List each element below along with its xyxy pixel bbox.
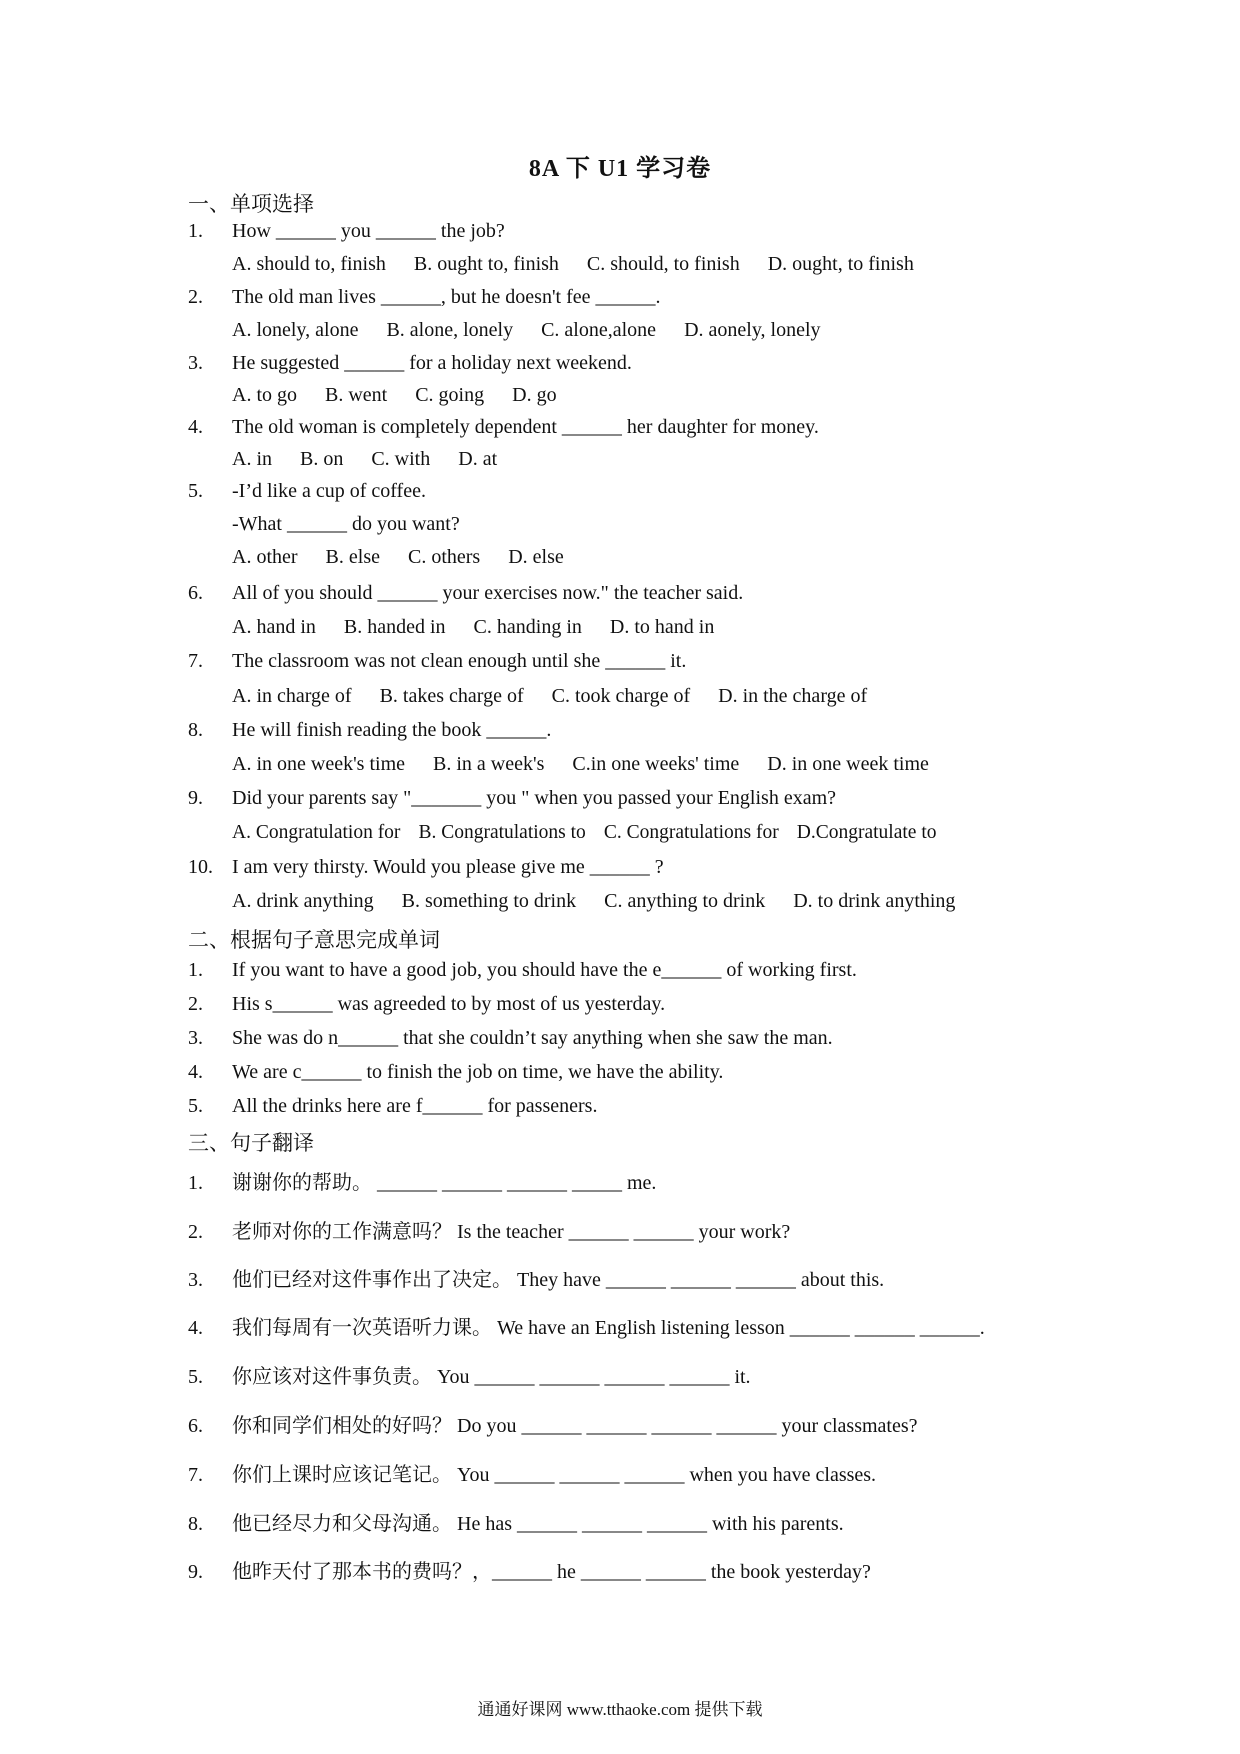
question-1-7: 7. The classroom was not clean enough until she ______ it.: [188, 650, 687, 672]
page-footer: 通通好课网 www.tthaoke.com 提供下载: [477, 1700, 763, 1719]
question-1-2: 2. The old man lives ______, but he doesn't fee ______.: [188, 286, 661, 308]
question-1-6: 6. All of you should ______ your exercises now." the teacher said.: [188, 582, 744, 604]
question-3-6: 6. 你和同学们相处的好吗？ Do you ______ ______ ______ ______ your classmates?: [188, 1415, 918, 1437]
question-1-4: 4. The old woman is completely dependent ______ her daughter for money.: [188, 416, 819, 438]
question-2-3: 3. She was do n______ that she couldn’t say anything when she saw the man.: [188, 1027, 833, 1049]
options-1-4: A. in B. on C. with D. at: [232, 448, 498, 470]
question-2-2: 2. His s______ was agreeded to by most of us yesterday.: [188, 993, 666, 1015]
section-heading-1: 一、单项选择: [188, 192, 314, 216]
question-3-5: 5. 你应该对这件事负责。 You ______ ______ ______ ______ it.: [188, 1366, 751, 1388]
question-3-7: 7. 你们上课时应该记笔记。 You ______ ______ ______ when you have classes.: [188, 1464, 877, 1486]
question-3-2: 2. 老师对你的工作满意吗？ Is the teacher ______ ______ your work?: [188, 1221, 791, 1243]
question-1-5-line-2: -What ______ do you want?: [232, 513, 460, 535]
question-1-10: 10. I am very thirsty. Would you please give me ______ ?: [188, 856, 664, 878]
options-1-8: A. in one week's time B. in a week's C.in one weeks' time D. in one week time: [232, 753, 929, 775]
question-2-4: 4. We are c______ to finish the job on time, we have the ability.: [188, 1061, 724, 1083]
options-1-6: A. hand in B. handed in C. handing in D. to hand in: [232, 616, 715, 638]
section-heading-3: 三、句子翻译: [188, 1131, 314, 1155]
question-3-4: 4. 我们每周有一次英语听力课。 We have an English listening lesson ______ ______ ______.: [188, 1317, 985, 1339]
options-1-7: A. in charge of B. takes charge of C. took charge of D. in the charge of: [232, 685, 868, 707]
question-1-9: 9. Did your parents say "_______ you " when you passed your English exam?: [188, 787, 837, 809]
question-1-8: 8. He will finish reading the book ______.: [188, 719, 552, 741]
options-1-5: A. other B. else C. others D. else: [232, 546, 564, 568]
question-1-5: 5. -I’d like a cup of coffee.: [188, 480, 426, 502]
question-2-1: 1. If you want to have a good job, you should have the e______ of working first.: [188, 959, 857, 981]
question-3-3: 3. 他们已经对这件事作出了决定。 They have ______ ______ ______ about this.: [188, 1269, 885, 1291]
options-1-1: A. should to, finish B. ought to, finish C. should, to finish D. ought, to finish: [232, 253, 914, 275]
options-1-3: A. to go B. went C. going D. go: [232, 384, 557, 406]
question-1-1: 1. How ______ you ______ the job?: [188, 220, 505, 242]
question-3-1: 1. 谢谢你的帮助。 ______ ______ ______ _____ me.: [188, 1172, 657, 1194]
question-3-9: 9. 他昨天付了那本书的费吗？，______ he ______ ______ the book yesterday?: [188, 1561, 871, 1583]
options-1-10: A. drink anything B. something to drink C. anything to drink D. to drink anything: [232, 890, 956, 912]
question-1-3: 3. He suggested ______ for a holiday next weekend.: [188, 352, 632, 374]
section-heading-2: 二、根据句子意思完成单词: [188, 928, 440, 952]
options-1-2: A. lonely, alone B. alone, lonely C. alone,alone D. aonely, lonely: [232, 319, 821, 341]
page-title: 8A 下 U1 学习卷: [528, 156, 712, 182]
question-3-8: 8. 他已经尽力和父母沟通。 He has ______ ______ ______ with his parents.: [188, 1513, 844, 1535]
question-2-5: 5. All the drinks here are f______ for passeners.: [188, 1095, 598, 1117]
options-1-9: A. Congratulation for B. Congratulations to C. Congratulations for D.Congratulate to: [232, 822, 937, 843]
